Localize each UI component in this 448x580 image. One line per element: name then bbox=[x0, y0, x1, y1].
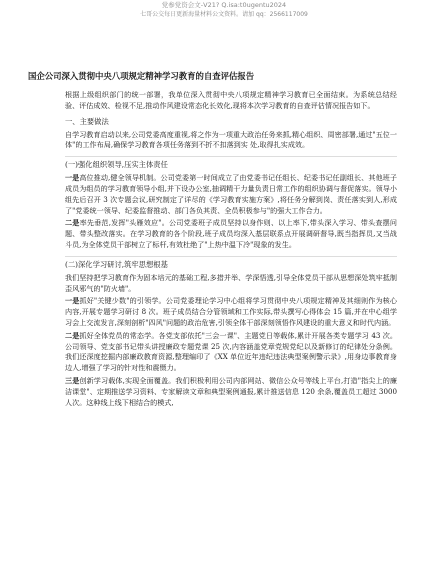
item-lead: 一是 bbox=[65, 173, 80, 183]
item-lead: 一是 bbox=[65, 296, 80, 306]
paragraph-item-1 bbox=[65, 173, 397, 216]
item-text: 创新学习载体,实现全面覆盖。我们积极利用公司内部网站、微信公众号等线上平台,打造"指尖上的廉洁课堂"、定期推送学习资料、专家解读文章和典型案例通报,累计推送信息 120 余条,覆盖员工超过 3000 人次。这种线上线下相结合的模式, bbox=[65, 375, 397, 407]
paragraph-item-4 bbox=[65, 331, 397, 374]
item-lead: 二是 bbox=[65, 330, 80, 340]
subsection-heading-1: (一)强化组织领导,压实主体责任 bbox=[65, 156, 397, 170]
item-text: 抓好全体党员的常态学。各党支部依托"三会一课"、主题党日等载体,累计开展各类专题学习 43 次。公司领导、党支部书记带头讲授廉政专题党课 25 次,内容涵盖党章党规党纪以及新修订的纪律处分条例。我们还深度挖掘内部廉政教育资源,整理编印了《XX 单位近年违纪违法典型案例警示录》,用身边事教育身边人,增强了学习的针对性和震慑力。 bbox=[65, 330, 397, 373]
item-text: 抓好"关键少数"的引领学。公司党委理论学习中心组将学习贯彻中央八项规定精神及其细则作为核心内容,开展专题学习研讨 8 次。班子成员结合分管领域和工作实际,带头撰写心得体会 15 篇,并在中心组学习会上交流发言,深刻剖析"四风"问题的政治危害,引领全体干部深刻领悟作风建设的重大意义和时代内涵。 bbox=[65, 296, 398, 327]
page-header-line-2: 七哥公交每日更新海量材料公文资料。请加 qq：2566117009 bbox=[140, 11, 308, 18]
paragraph-item-3 bbox=[65, 296, 397, 328]
item-lead: 二是 bbox=[65, 218, 80, 228]
paragraph-item-2 bbox=[65, 218, 397, 250]
document-body bbox=[65, 90, 397, 410]
item-lead: 三是 bbox=[65, 375, 80, 385]
item-text: 率先垂范,发挥"头雁效应"。公司党委班子成员坚持以身作则、以上率下,带头深入学习、带头查摆问题、带头整改落实。在学习教育的各个阶段,班子成员均深入基层联系点开展调研督导,既当指挥员,又当战斗员,为全体党员干部树立了标杆,有效杜绝了"上热中温下冷"现象的发生。 bbox=[65, 218, 398, 249]
paragraph-overview: 自学习教育启动以来,公司党委高度重视,将之作为一项重大政治任务来抓,精心组织、周密部署,通过"五位一体"的工作布局,确保学习教育各项任务落到不折不扣落到实 处,取得扎实成效。 bbox=[65, 129, 397, 150]
subsection-heading-2: (二)深化学习研讨,筑牢思想根基 bbox=[65, 256, 397, 270]
page-header-line-1: 党参党资会文-V21? Q.isa:t0ugentu2024 bbox=[161, 1, 287, 9]
document-title: 国企公司深入贯彻中央八项规定精神学习教育的自查评估报告 bbox=[28, 71, 255, 81]
paragraph-study: 我们坚持把学习教育作为固本培元的基础工程,多措并举、学深悟透,引导全体党员干部从思想深处筑牢抵制歪风邪气的"防火墙"。 bbox=[65, 272, 397, 293]
section-heading-1: 一、主要做法 bbox=[65, 116, 109, 126]
paragraph-item-5 bbox=[65, 376, 397, 408]
item-text: 高位推动,健全领导机制。公司党委第一时间成立了由党委书记任组长、纪委书记任副组长、其他班子成员为组员的学习教育领导小组,并下设办公室,抽调精干力量负责日常工作的组织协调与督促落实。领导小组先后召开 3 次专题会议,研究制定了详尽的《学习教育实施方案》,将任务分解到岗、责任落实到人,形成了"党委统一领导、纪委监督推动、部门各负其责、全员积极参与"的强大工作合力。 bbox=[65, 173, 397, 215]
intro-paragraph: 根据上级组织部门的统一部署，我单位深入贯彻中央八项规定精神学习教育已全面结束。为系统总结经验、评估成效、检视不足,推动作风建设常态化长效化,现将本次学习教育的自查评估情况报告如下。 bbox=[65, 90, 397, 110]
